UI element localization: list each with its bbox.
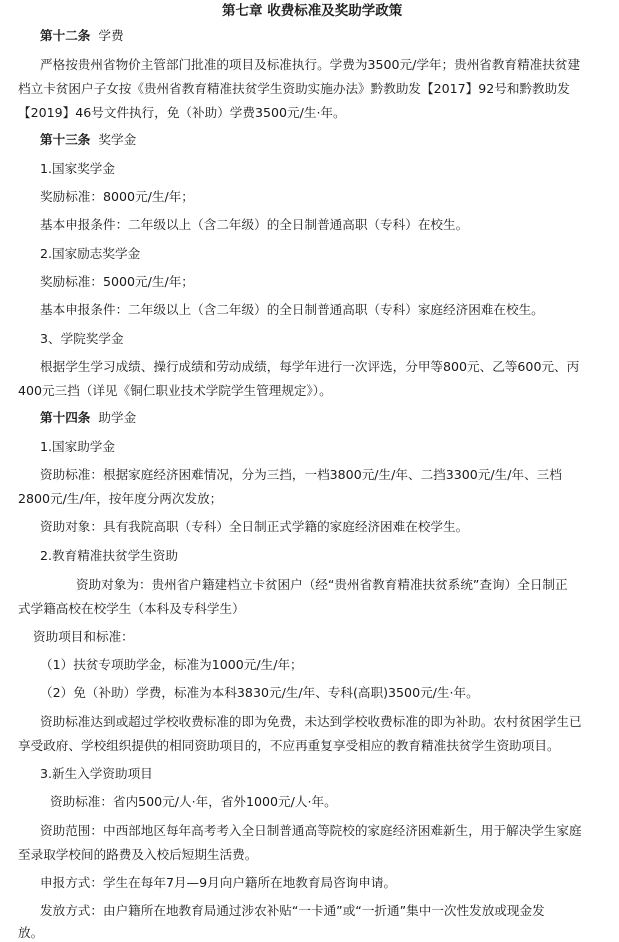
national-scholarship-title: 1.国家奖学金 xyxy=(40,161,115,176)
poverty-aid-item-2: （2）免（补助）学费，标准为本科3830元/生/年、专科(高职)3500元/生·年。 xyxy=(40,685,479,700)
article-12-para-line: 【2019】46号文件执行，免（补助）学费3500元/生·年。 xyxy=(18,105,346,120)
freshman-aid-title: 3.新生入学资助项目 xyxy=(40,766,153,781)
national-grant-standard-line: 2800元/生/年，按年度分两次发放； xyxy=(18,491,223,506)
encouragement-scholarship-title: 2.国家励志奖学金 xyxy=(40,246,141,261)
poverty-aid-target-line: 式学籍高校在校学生（本科及专科学生） xyxy=(18,601,245,616)
article-14-name: 助学金 xyxy=(98,410,137,425)
poverty-aid-target-line: 资助对象为：贵州省户籍建档立卡贫困户（经“贵州省教育精准扶贫系统”查询）全日制正 xyxy=(76,577,568,592)
poverty-aid-item-1: （1）扶贫专项助学金，标准为1000元/生/年； xyxy=(40,657,303,672)
national-scholarship-standard: 奖励标准：8000元/生/年； xyxy=(40,189,194,204)
encouragement-scholarship-standard: 奖励标准：5000元/生/年； xyxy=(40,274,194,289)
freshman-aid-payment-line: 发放方式：由户籍所在地教育局通过涉农补贴“一卡通”或“一折通”集中一次性发放或现金发 xyxy=(40,903,545,918)
college-scholarship-title: 3、学院奖学金 xyxy=(40,331,124,346)
article-14-heading xyxy=(40,410,136,426)
college-scholarship-para-line: 根据学生学习成绩、操行成绩和劳动成绩，每学年进行一次评选，分甲等800元、乙等600元、丙 xyxy=(40,359,580,374)
article-12-para-line: 档立卡贫困户子女按《贵州省教育精准扶贫学生资助实施办法》黔教助发【2017】92号和黔教助发 xyxy=(18,81,570,96)
encouragement-scholarship-condition: 基本申报条件：二年级以上（含二年级）的全日制普通高职（专科）家庭经济困难在校生。 xyxy=(40,302,544,317)
freshman-aid-standard: 资助标准：省内500元/人·年，省外1000元/人·年。 xyxy=(50,794,337,809)
article-13-number: 第十三条 xyxy=(40,132,91,147)
poverty-aid-note-line: 资助标准达到或超过学校收费标准的即为免费，未达到学校收费标准的即为补助。农村贫困学生已 xyxy=(40,714,582,729)
college-scholarship-para-line: 400元三挡（详见《铜仁职业技术学院学生管理规定》）。 xyxy=(18,383,332,398)
national-grant-target: 资助对象：具有我院高职（专科）全日制正式学籍的家庭经济困难在校学生。 xyxy=(40,519,469,534)
article-13-name: 奖学金 xyxy=(98,132,137,147)
freshman-aid-payment-line: 放。 xyxy=(18,925,44,940)
freshman-aid-scope-line: 至录取学校间的路费及入校后短期生活费。 xyxy=(18,847,258,862)
poverty-aid-note-line: 享受政府、学校组织提供的相同资助项目的，不应再重复享受相应的教育精准扶贫学生资助项目。 xyxy=(18,738,560,753)
article-12-name: 学费 xyxy=(98,28,124,43)
article-14-number: 第十四条 xyxy=(40,410,91,425)
article-12-para-line: 严格按贵州省物价主管部门批准的项目及标准执行。学费为3500元/学年；贵州省教育精准扶贫建 xyxy=(40,57,581,72)
freshman-aid-apply: 申报方式：学生在每年7月—9月向户籍所在地教育局咨询申请。 xyxy=(40,875,397,890)
chapter-title: 第七章 收费标准及奖助学政策 xyxy=(222,3,403,19)
article-12-number: 第十二条 xyxy=(40,28,91,43)
poverty-aid-items-title: 资助项目和标准： xyxy=(33,629,134,644)
national-scholarship-condition: 基本申报条件：二年级以上（含二年级）的全日制普通高职（专科）在校生。 xyxy=(40,217,469,232)
poverty-aid-title: 2.教育精准扶贫学生资助 xyxy=(40,548,178,563)
national-grant-title: 1.国家助学金 xyxy=(40,439,115,454)
freshman-aid-scope-line: 资助范围：中西部地区每年高考考入全日制普通高等院校的家庭经济困难新生，用于解决学生家庭 xyxy=(40,823,582,838)
article-12-heading xyxy=(40,28,124,44)
national-grant-standard-line: 资助标准：根据家庭经济困难情况，分为三挡，一档3800元/生/年、二挡3300元/生/年、三档 xyxy=(40,467,562,482)
article-13-heading xyxy=(40,132,136,148)
